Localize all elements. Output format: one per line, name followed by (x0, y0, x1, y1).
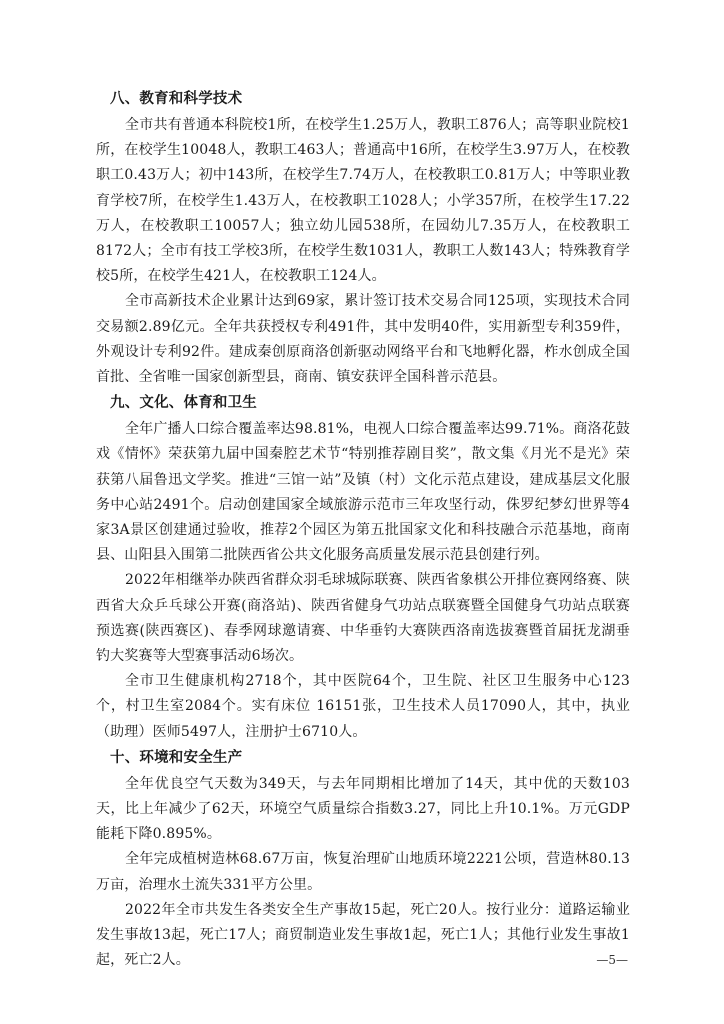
document-page (96, 86, 630, 974)
section-heading: 十、环境和安全生产 (110, 749, 243, 766)
paragraph-safety-accidents: 2022年全市共发生各类安全生产事故15起，死亡20人。按行业分：道路运输业发生事故13起，死亡17人；商贸制造业发生事故1起，死亡1人；其他行业发生事故1起，死亡2人。 (96, 901, 630, 969)
paragraph-culture: 全年广播人口综合覆盖率达98.81%，电视人口综合覆盖率达99.71%。商洛花鼓戏《情怀》荣获第九届中国秦腔艺术节“特别推荐剧目奖”，散文集《月光不是光》荣获第八届鲁迅文学奖。推进“三馆一站”及镇（村）文化示范点建设，建成基层文化服务中心站2491个。启动创建国家全域旅游示范市三年攻坚行动，侏罗纪梦幻世界等4家3A景区创建通过验收，推荐2个园区为第五批国家文化和科技融合示范基地，商南县、山阳县入围第二批陕西省公共文化服务高质量发展示范县创建行列。 (96, 421, 630, 564)
paragraph-air-quality: 全年优良空气天数为349天，与去年同期相比增加了14天，其中优的天数103天，比上年减少了62天，环境空气质量综合指数3.27，同比上升10.1%。万元GDP能耗下降0.895%。 (96, 775, 630, 843)
section-heading: 八、教育和科学技术 (110, 91, 243, 107)
paragraph-health: 全市卫生健康机构2718个，其中医院64个，卫生院、社区卫生服务中心123个，村卫生室2084个。实有床位 16151张，卫生技术人员17090人，其中，执业（助理）医师5497人，注册护士6710人。 (96, 673, 630, 740)
section-culture-sports-health (96, 390, 630, 745)
paragraph-science-technology: 全市高新技术企业累计达到69家，累计签订技术交易合同125项，实现技术合同交易额2.89亿元。全年共获授权专利491件，其中发明40件，实用新型专利359件，外观设计专利92件。建成秦创原商洛创新驱动网络平台和飞地孵化器，柞水创成全国首批、全省唯一国家创新型县，商南、镇安获评全国科普示范县。 (96, 293, 630, 386)
section-environment-safety (96, 745, 630, 974)
section-education-science (96, 86, 630, 390)
paragraph-sports: 2022年相继举办陕西省群众羽毛球城际联赛、陕西省象棋公开排位赛网络赛、陕西省大众乒乓球公开赛(商洛站)、陕西省健身气功站点联赛暨全国健身气功站点联赛预选赛(陕西赛区)、春季网球邀请赛、中华垂钓大赛陕西洛南选拔赛暨首届抚龙湖垂钓大奖赛等大型赛事活动6场次。 (96, 572, 630, 665)
page-number: —5— (596, 953, 628, 967)
paragraph-afforestation: 全年完成植树造林68.67万亩，恢复治理矿山地质环境2221公顷，营造林80.13万亩，治理水土流失331平方公里。 (96, 851, 630, 893)
paragraph-education: 全市共有普通本科院校1所，在校学生1.25万人，教职工876人；高等职业院校1所，在校学生10048人，教职工463人；普通高中16所，在校学生3.97万人，在校教职工0.43万人；初中143所，在校学生7.74万人，在校教职工0.81万人；中等职业教育学校7所，在校学生1.43万人，在校教职工1028人；小学357所，在校学生17.22万人，在校教职工10057人；独立幼儿园538所，在园幼儿7.35万人，在校教职工8172人；全市有技工学校3所，在校学生数1031人，教职工人数143人；特殊教育学校5所，在校学生421人，在校教职工124人。 (96, 117, 630, 285)
section-heading: 九、文化、体育和卫生 (110, 395, 257, 412)
